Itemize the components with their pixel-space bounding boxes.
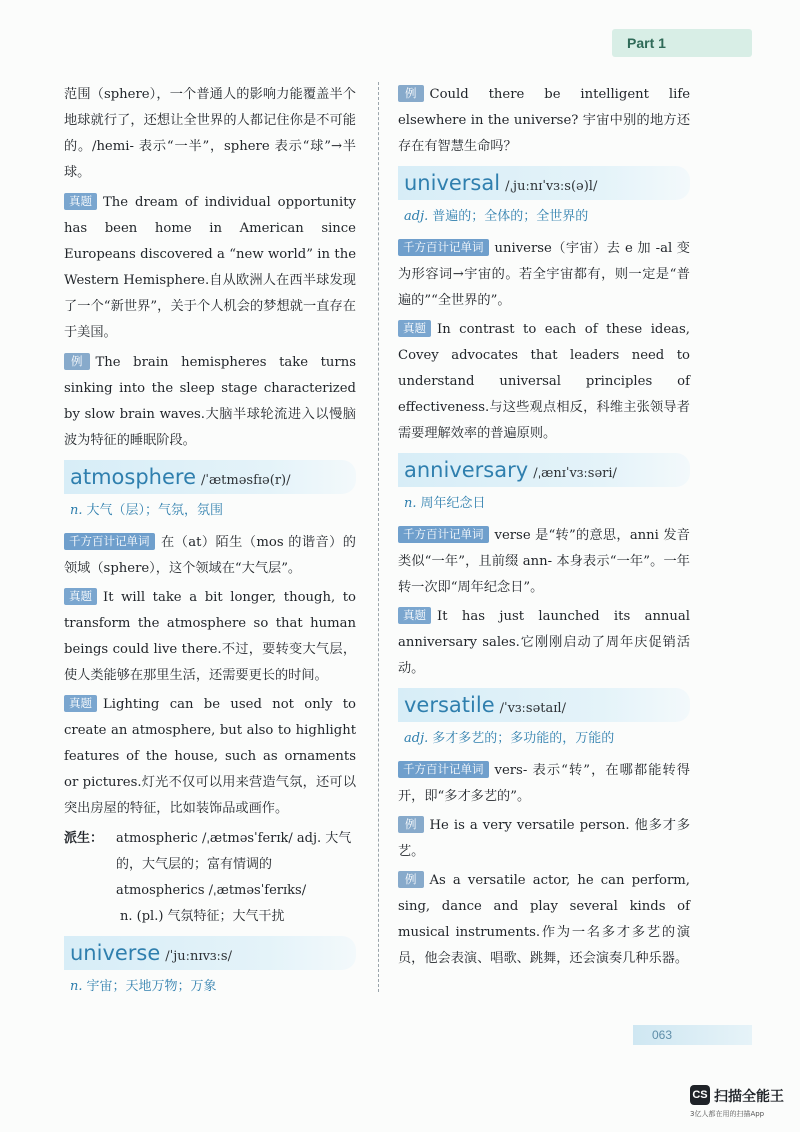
exam-tag: 真题 — [398, 607, 431, 624]
entry-universe — [64, 936, 356, 970]
memory-tag: 千方百计记单词 — [398, 239, 489, 256]
memory-tag: 千方百计记单词 — [398, 526, 489, 543]
watermark-slogan: 3亿人都在用的扫描App — [690, 1110, 765, 1118]
entry-versatile — [398, 688, 690, 722]
memory-tag: 千方百计记单词 — [64, 533, 155, 550]
camscanner-logo-icon: CS — [690, 1085, 710, 1105]
watermark-name: 扫描全能王 — [714, 1089, 784, 1105]
example-atmosphere-1: 真题 It will take a bit longer, though, to transform the atmosphere so that human beings could live there.不过，要转变大气层，使人类能够在那里生活，还需要更长的时间。 — [64, 589, 357, 683]
example-tag: 例 — [398, 816, 424, 833]
definition: adj. 普遍的；全体的；全世界的 — [404, 209, 589, 224]
phonetic: /ˌjuːnɪˈvɜːs(ə)l/ — [505, 179, 598, 194]
left-column — [64, 82, 356, 1006]
memory-tip: 千方百计记单词 universe（宇宙）去 e 加 -al 变为形容词→宇宙的。若全宇宙都有，则一定是“普遍的”“全世界的”。 — [398, 240, 690, 308]
right-column — [398, 82, 690, 972]
definition: n. 大气（层）；气氛，氛围 — [70, 503, 224, 518]
scanner-watermark — [690, 1085, 795, 1123]
memory-tip: 千方百计记单词 在（at）陌生（mos 的谐音）的领域（sphere），这个领域在“大气层”。 — [64, 534, 356, 576]
entry-atmosphere — [64, 460, 356, 494]
headword: universe — [70, 941, 161, 965]
column-divider — [378, 82, 379, 992]
example-versatile-2: 例 As a versatile actor, he can perform, sing, dance and play several kinds of musical instruments.作为一名多才多艺的演员，他会表演、唱歌、跳舞，还会演奏几种乐器。 — [398, 872, 691, 966]
phonetic: /ˈjuːnɪvɜːs/ — [165, 949, 232, 964]
example-versatile-1: 例 He is a very versatile person. 他多才多艺。 — [398, 817, 691, 859]
exam-tag: 真题 — [64, 588, 97, 605]
example-tag: 例 — [398, 871, 424, 888]
definition: adj. 多才多艺的；多功能的，万能的 — [404, 731, 615, 746]
part-tab: Part 1 — [612, 29, 752, 57]
headword: versatile — [404, 693, 495, 717]
phonetic: /ˈvɜːsətaɪl/ — [499, 701, 566, 716]
example-atmosphere-2: 真题 Lighting can be used not only to create an atmosphere, but also to highlight features of the house, such as ornaments or pictures.灯光不仅可以用来营造气氛，还可以突出房屋的特征，比如装饰品或画作。 — [64, 696, 357, 816]
exam-tag: 真题 — [64, 193, 97, 210]
memory-tag: 千方百计记单词 — [398, 761, 489, 778]
example-tag: 例 — [64, 353, 90, 370]
exam-tag: 真题 — [64, 695, 97, 712]
definition: n. 宇宙；天地万物；万象 — [70, 979, 217, 994]
headword: atmosphere — [70, 465, 196, 489]
page-number: 063 — [633, 1025, 752, 1045]
example-hemisphere-1: 真题 The dream of individual opportunity has been home in American since Europeans discovered a “new world” in the Western Hemisphere.自从欧洲人在西半球发现了一个“新世界”，关于个人机会的梦想就一直存在于美国。 — [64, 194, 356, 340]
phonetic: /ˈætməsfɪə(r)/ — [201, 473, 291, 488]
memory-tip: 千方百计记单词 verse 是“转”的意思，anni 发音类似“一年”，且前缀 ann- 本身表示“一年”。一年转一次即“周年纪念日”。 — [398, 527, 690, 595]
entry-anniversary — [398, 453, 690, 487]
example-universe: 例 Could there be intelligent life elsewhere in the universe? 宇宙中别的地方还存在有智慧生命吗？ — [398, 86, 691, 154]
phonetic: /ˌænɪˈvɜːsəri/ — [533, 466, 617, 481]
derivatives: 派生： atmospheric /ˌætməsˈferɪk/ adj. 大气的，大气层的；富有情调的 atmospherics /ˌætməsˈferɪks/ n. (pl.) 气氛特征；大气干扰 — [64, 831, 352, 924]
headword: universal — [404, 171, 501, 195]
headword: anniversary — [404, 458, 529, 482]
example-universal-1: 真题 In contrast to each of these ideas, Covey advocates that leaders need to understand universal principles of effectiveness.与这些观点相反，科维主张领导者需要理解效率的普遍原则。 — [398, 321, 690, 441]
example-tag: 例 — [398, 85, 424, 102]
definition: n. 周年纪念日 — [404, 496, 486, 511]
intro-paragraph: 范围（sphere），一个普通人的影响力能覆盖半个地球就行了，还想让全世界的人都记住你是不可能的。/hemi- 表示“一半”，sphere 表示“球”→半球。 — [64, 87, 356, 180]
entry-universal — [398, 166, 690, 200]
example-anniversary-1: 真题 It has just launched its annual anniversary sales.它刚刚启动了周年庆促销活动。 — [398, 608, 691, 676]
exam-tag: 真题 — [398, 320, 431, 337]
memory-tip: 千方百计记单词 vers- 表示“转”，在哪都能转得开，即“多才多艺的”。 — [398, 762, 690, 804]
example-hemisphere-2: 例 The brain hemispheres take turns sinking into the sleep stage characterized by slow brain waves.大脑半球轮流进入以慢脑波为特征的睡眠阶段。 — [64, 354, 356, 448]
